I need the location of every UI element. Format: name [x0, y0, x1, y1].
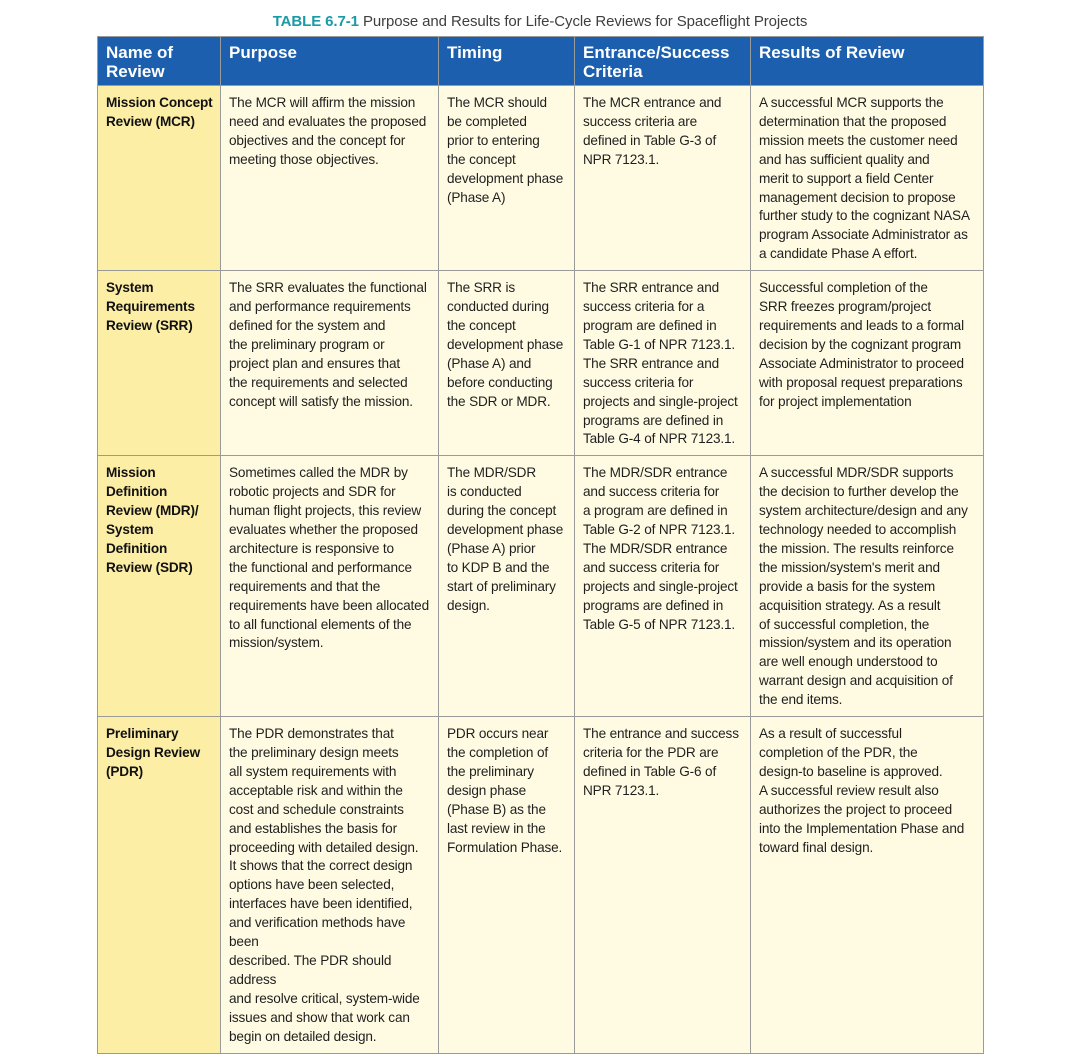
- table-row-mdr-sdr: [98, 456, 984, 717]
- criteria-cell: The entrance and success criteria for the PDR are defined in Table G-6 of NPR 7123.1.: [575, 717, 751, 1053]
- purpose-cell: Sometimes called the MDR by robotic projects and SDR for human flight projects, this review evaluates whether the proposed architecture is responsive to the functional and performance requirements and that the requirements have been allocated to all functional elements of the mission/system.: [221, 456, 439, 717]
- header-purpose: Purpose: [221, 37, 439, 86]
- table-row-pdr: [98, 717, 984, 1053]
- timing-cell: The MDR/SDR is conducted during the concept development phase (Phase A) prior to KDP B and the start of preliminary design.: [439, 456, 575, 717]
- header-name-of-review: Name of Review: [98, 37, 221, 86]
- table-number: TABLE 6.7-1: [272, 13, 359, 30]
- table-row-srr: [98, 271, 984, 456]
- review-name-cell: Preliminary Design Review (PDR): [98, 717, 221, 1053]
- purpose-cell: The MCR will affirm the mission need and evaluates the proposed objectives and the concept for meeting those objectives.: [221, 86, 439, 271]
- table-caption: [0, 13, 1080, 30]
- review-name-cell: Mission Concept Review (MCR): [98, 86, 221, 271]
- header-timing: Timing: [439, 37, 575, 86]
- results-cell: Successful completion of the SRR freezes program/project requirements and leads to a formal decision by the cognizant program Associate Administrator to proceed with proposal request preparations for project implementation: [751, 271, 984, 456]
- criteria-cell: The MCR entrance and success criteria are defined in Table G-3 of NPR 7123.1.: [575, 86, 751, 271]
- timing-cell: PDR occurs near the completion of the preliminary design phase (Phase B) as the last review in the Formulation Phase.: [439, 717, 575, 1053]
- criteria-cell: The SRR entrance and success criteria for a program are defined in Table G-1 of NPR 7123.1. The SRR entrance and success criteria for projects and single-project programs are defined in Table G-4 of NPR 7123.1.: [575, 271, 751, 456]
- timing-cell: The SRR is conducted during the concept development phase (Phase A) and before conducting the SDR or MDR.: [439, 271, 575, 456]
- purpose-cell: The PDR demonstrates that the preliminary design meets all system requirements with acceptable risk and within the cost and schedule constraints and establishes the basis for proceeding with detailed design. It shows that the correct design options have been selected, interfaces have been identified, and verification methods have been described. The PDR should address and resolve critical, system-wide issues and show that work can begin on detailed design.: [221, 717, 439, 1053]
- results-cell: A successful MCR supports the determination that the proposed mission meets the customer need and has sufficient quality and merit to support a field Center management decision to propose further study to the cognizant NASA program Associate Administrator as a candidate Phase A effort.: [751, 86, 984, 271]
- results-cell: A successful MDR/SDR supports the decision to further develop the system architecture/design and any technology needed to accomplish the mission. The results reinforce the mission/system's merit and provide a basis for the system acquisition strategy. As a result of successful completion, the mission/system and its operation are well enough understood to warrant design and acquisition of the end items.: [751, 456, 984, 717]
- review-name-cell: System Requirements Review (SRR): [98, 271, 221, 456]
- results-cell: As a result of successful completion of the PDR, the design-to baseline is approved. A successful review result also authorizes the project to proceed into the Implementation Phase and toward final design.: [751, 717, 984, 1053]
- header-entrance-success-criteria: Entrance/Success Criteria: [575, 37, 751, 86]
- criteria-cell: The MDR/SDR entrance and success criteria for a program are defined in Table G-2 of NPR 7123.1. The MDR/SDR entrance and success criteria for projects and single-project programs are defined in Table G-5 of NPR 7123.1.: [575, 456, 751, 717]
- table-row-mcr: [98, 86, 984, 271]
- purpose-cell: The SRR evaluates the functional and performance requirements defined for the system and the preliminary program or project plan and ensures that the requirements and selected concept will satisfy the mission.: [221, 271, 439, 456]
- header-results-of-review: Results of Review: [751, 37, 984, 86]
- timing-cell: The MCR should be completed prior to entering the concept development phase (Phase A): [439, 86, 575, 271]
- table-header-row: [98, 37, 984, 86]
- table-title: Purpose and Results for Life-Cycle Reviews for Spaceflight Projects: [362, 13, 808, 30]
- life-cycle-reviews-table: [97, 36, 984, 1054]
- review-name-cell: Mission Definition Review (MDR)/ System Definition Review (SDR): [98, 456, 221, 717]
